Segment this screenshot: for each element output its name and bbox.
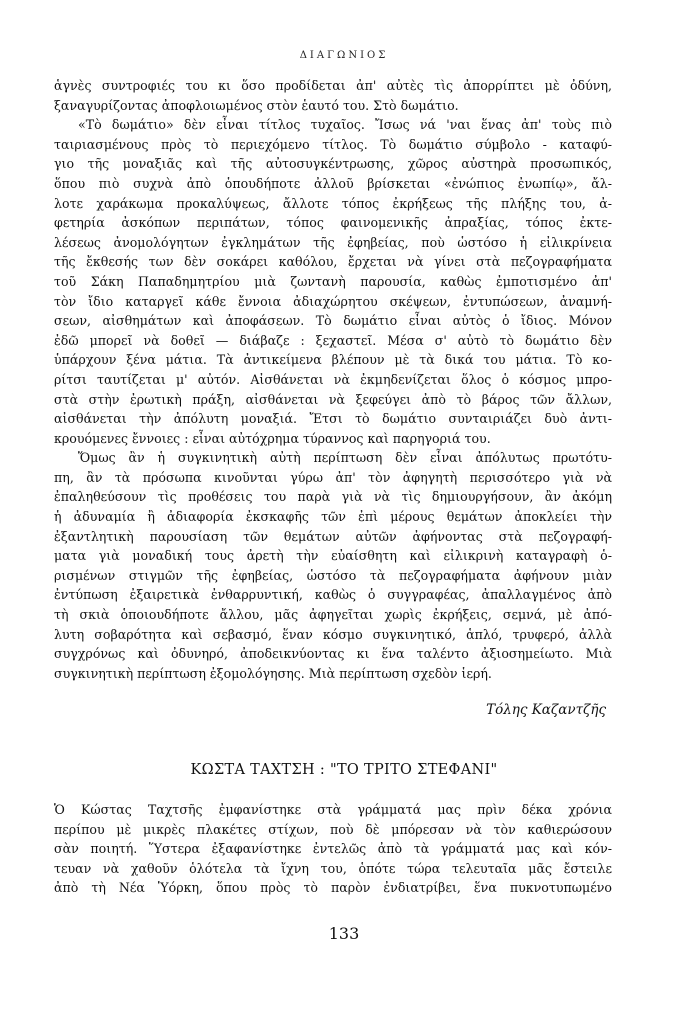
text-line: πη, ἂν τὰ πρόσωπα κινοῦνται γύρω ἀπ' τὸν ἀφηγητὴ περισσότερο γιὰ νὰ <box>54 469 612 485</box>
running-head: ΔΙΑΓΩΝΙΟΣ <box>299 50 389 61</box>
text-line: Ὁ Κώστας Ταχτσῆς ἐμφανίστηκε στὰ γράμματά μας πρὶν δέκα χρόνια <box>54 802 612 817</box>
text-line: ἐδῶ μπορεῖ νὰ δοθεῖ — διάβαζε : ξεχαστεῖ. Μέσα σ' αὐτὸ τὸ δωμάτιο δὲν <box>54 332 612 348</box>
text-line: ἀπὸ τὴ Νέα Ὑόρκη, ὅπου πρὸς τὸ παρὸν ἐνδιατρίβει, ἕνα πυκνοτυπωμένο <box>54 880 612 896</box>
text-line: ἐξαντλητικὴ παρουσίαση τῶν θεμάτων αὐτῶν ἀφήνοντας στὰ πεζογραφή- <box>54 528 612 544</box>
text-line: γιο τῆς μοναξιᾶς καὶ τῆς αὐτοσυγκέντρωσης, χῶρος αὐστηρὰ προσωπικός, <box>54 156 612 172</box>
text-line: συγχρόνως καὶ ὀδυνηρό, ἀποδεικνύοντας κι ἕνα ταλέντο ἀξιοσημείωτο. Μιὰ <box>54 646 612 662</box>
review-body-1 <box>54 76 612 683</box>
review-body-2 <box>54 800 612 898</box>
text-line: τὴ σκιὰ ὁποιουδήποτε ἄλλου, μᾶς ἀφηγεῖται χωρὶς ἐκρήξεις, σεμνά, μὲ ἀπό- <box>54 607 612 623</box>
text-line: ὅπου πιὸ συχνὰ ἀπὸ ὁπουδήποτε ἀλλοῦ βρίσκεται «ἐνώπιος ἐνωπίῳ», ἄλ- <box>54 175 612 191</box>
text-line: φετηρία ἀσκόπων περιπάτων, τόπος φαινομενικῆς ἀπραξίας, τόπος ἐκτε- <box>54 215 612 231</box>
page-number: 133 <box>328 924 360 943</box>
text-line: σὰν ποιητή. Ὕστερα ἐξαφανίστηκε ἐντελῶς ἀπὸ τὰ γράμματά μας καὶ κόν- <box>54 841 612 857</box>
text-line: αἰσθάνεται τὴν ἀπόλυτη μοναξιά. Ἔτσι τὸ δωμάτιο συνταιριάζει δυὸ ἀντι- <box>54 411 612 427</box>
text-line: ἐντύπωση ἐξαιρετικὰ ἐνθαρρυντική, καθὼς ὁ συγγραφέας, ἀπαλλαγμένος ἀπὸ <box>54 587 612 603</box>
text-line: ξαναγυρίζοντας ἀποφλοιωμένος στὸν ἑαυτό του. Στὸ δωμάτιο. <box>54 97 459 113</box>
text-line: στὰ στὴν ἐρωτικὴ πράξη, αἰσθάνεται νὰ ξεφεύγει ἀπὸ τὸ βάρος τῶν ἄλλων, <box>54 391 612 407</box>
text-line: ὑπάρχουν ξένα μάτια. Τὰ ἀντικείμενα βλέπουν μὲ τὰ δικά του μάτια. Τὸ κο- <box>54 352 612 368</box>
text-line: ἡ ἀδυναμία ἢ ἀδιαφορία ἐκσκαφῆς τῶν ἐπὶ μέρους θεμάτων ἀποκλείει τὴν <box>54 509 612 525</box>
text-line: τῆς ἔκθεσής των δὲν σοκάρει καθόλου, ἔρχεται νὰ γίνει στὰ πεζογραφήματα <box>54 254 612 270</box>
text-line: λυτη σοβαρότητα καὶ σεβασμό, ἕναν κόσμο συγκινητικό, ἁπλό, τρυφερό, ἀλλὰ <box>54 626 612 642</box>
text-line: τοῦ Σάκη Παπαδημητρίου μιὰ ζωντανὴ παρουσία, καθὼς ἐμποτισμένο ἀπ' <box>54 273 612 289</box>
text-line: ἐπαληθεύσουν τὶς προθέσεις του παρὰ γιὰ νὰ τὶς δημιουργήσουν, ἂν ἀκόμη <box>54 489 612 505</box>
text-line: ταιριασμένους πρὸς τὸ περιεχόμενο τίτλος. Τὸ δωμάτιο σύμβολο - καταφύ- <box>54 136 612 152</box>
text-line: τὸν ἴδιο καταργεῖ κάθε ἔννοια ἀδιαχώρητου σκέψεων, ἐντυπώσεων, ἀναμνή- <box>54 293 612 309</box>
text-line: λοτε χαράκωμα προκαλύψεως, ἄλλοτε τόπος ἐκρήξεως τῆς πλήξης του, ἀ- <box>54 195 612 211</box>
text-line: περίπου μὲ μικρὲς πλακέτες στίχων, ποὺ δὲ μπόρεσαν νὰ τὸν καθιερώσουν <box>54 821 612 837</box>
text-line: τευαν νὰ χαθοῦν ὁλότελα τὰ ἴχνη του, ὁπότε τώρα τελευταῖα μᾶς ἔστειλε <box>54 860 612 876</box>
author-signature: Τόλης Καζαντζῆς <box>486 702 606 718</box>
text-line: ρισμένων στιγμῶν τῆς ἐφηβείας, ὡστόσο τὰ πεζογραφήματα ἀφήνουν μιὰν <box>54 567 612 583</box>
text-line: «Τὸ δωμάτιο» δὲν εἶναι τίτλος τυχαῖος. Ἴσως νά 'ναι ἕνας ἀπ' τοὺς πιὸ <box>78 117 612 133</box>
text-line: κρουόμενες ἔννοιες : εἶναι αὐτόχρημα τύραννος καὶ παρηγοριά του. <box>54 430 491 446</box>
text-line: ματα γιὰ μοναδική τους ἀρετὴ τὴν εὐαίσθητη καὶ εἰλικρινὴ καταγραφὴ ὁ- <box>54 548 612 564</box>
text-line: λέσεως ἀνομολόγητων ἐγκλημάτων τῆς ἐφηβείας, ποὺ ὡστόσο ἡ εἰλικρίνεια <box>54 234 612 250</box>
text-line: ρίτσι ταυτίζεται μ' αὐτόν. Αἰσθάνεται νὰ ἐκμηδενίζεται ὅλος ὁ κόσμος μπρο- <box>54 371 612 387</box>
section-title: ΚΩΣΤΑ ΤΑΧΤΣΗ : "ΤΟ ΤΡΙΤΟ ΣΤΕΦΑΝΙ" <box>190 762 498 778</box>
text-line: Ὅμως ἂν ἡ συγκινητικὴ αὐτὴ περίπτωση δὲν εἶναι ἀπόλυτως πρωτότυ- <box>78 450 612 466</box>
text-line: ἁγνὲς συντροφιές του κι ὅσο προδίδεται ἀπ' αὐτὲς τὶς ἀπορρίπτει μὲ ὀδύνη, <box>54 78 612 93</box>
text-line: συγκινητικὴ περίπτωση ἐξομολόγησης. Μιὰ περίπτωση σχεδὸν ἱερή. <box>54 665 492 681</box>
text-line: σεων, αἰσθημάτων καὶ ἀποφάσεων. Τὸ δωμάτιο εἶναι αὐτὸς ὁ ἴδιος. Μόνον <box>54 313 612 329</box>
